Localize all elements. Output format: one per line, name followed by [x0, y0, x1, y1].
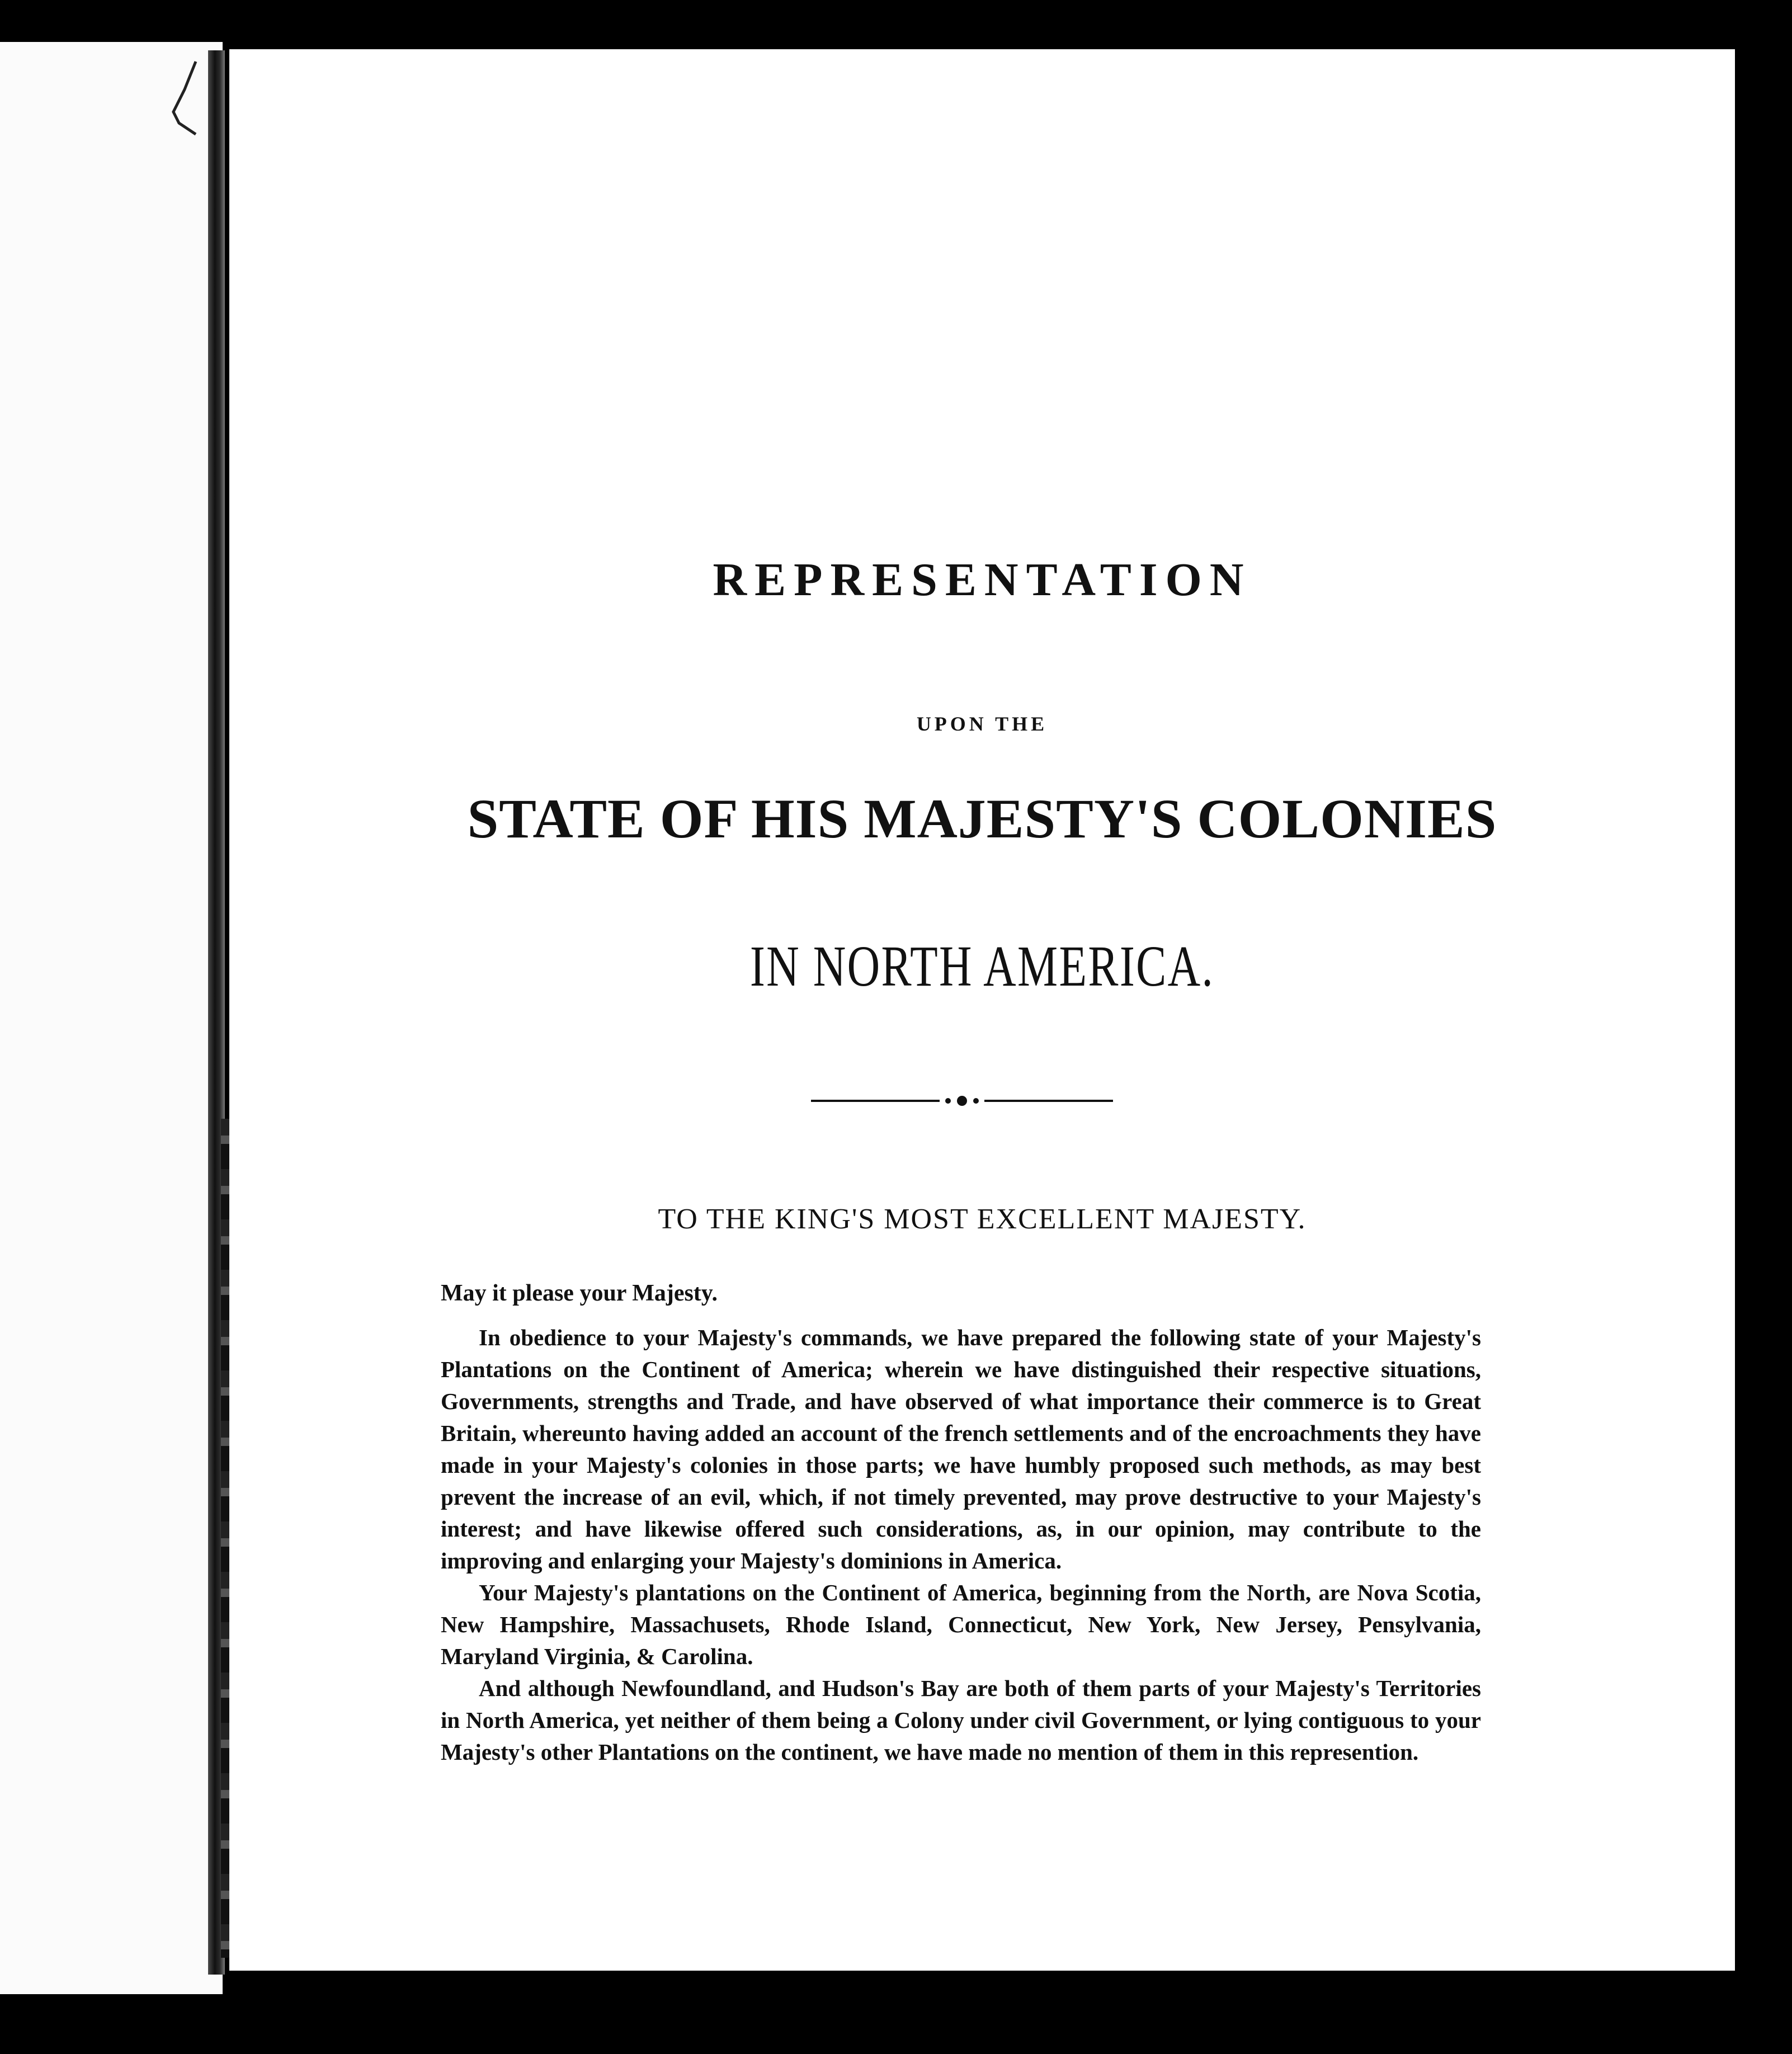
ornamental-rule: [811, 1090, 1113, 1112]
previous-page-edge: [0, 42, 223, 1994]
paragraph: In obedience to your Majesty's commands, we have prepared the following state of your Majesty's Plantations on the Continent of America; wherein we have distinguished their respective situations, Governments, strengths and Trade, and have observed of what importance their commerce is to Great Britain, whereunto having added an account of the french settlements and of the encroachments they have made in your Majesty's colonies in those parts; we have humbly proposed such methods, as may best prevent the increase of an evil, which, if not timely prevented, may prove destructive to your Majesty's interest; and have likewise offered such considerations, as, in our opinion, may contribute to the improving and enlarging your Majesty's dominions in America.: [441, 1325, 1481, 1574]
binding-tear: [162, 56, 224, 168]
document-subtitle: STATE OF HIS MAJESTY'S COLONIES: [467, 788, 1497, 850]
body-text: [441, 1322, 1481, 1768]
dedication-heading: TO THE KING'S MOST EXCELLENT MAJESTY.: [658, 1203, 1307, 1235]
document-subtitle-location: IN NORTH AMERICA.: [749, 934, 1215, 998]
paragraph: Your Majesty's plantations on the Continent of America, beginning from the North, are Nova Scotia, New Hampshire, Massachusets, Rhode Island, Connecticut, New York, New Jersey, Pensylvania, Maryland Virginia, & Carolina.: [441, 1580, 1481, 1669]
document-page: [229, 49, 1735, 1971]
document-title: REPRESENTATION: [713, 554, 1252, 606]
salutation: May it please your Majesty.: [441, 1280, 718, 1306]
title-connector: UPON THE: [916, 713, 1048, 735]
paragraph: And although Newfoundland, and Hudson's Bay are both of them parts of your Majesty's Territories in North America, yet neither of them being a Colony under civil Government, or lying contiguous to your Majesty's other Plantations on the continent, we have made no mention of them in this represention.: [441, 1675, 1481, 1765]
